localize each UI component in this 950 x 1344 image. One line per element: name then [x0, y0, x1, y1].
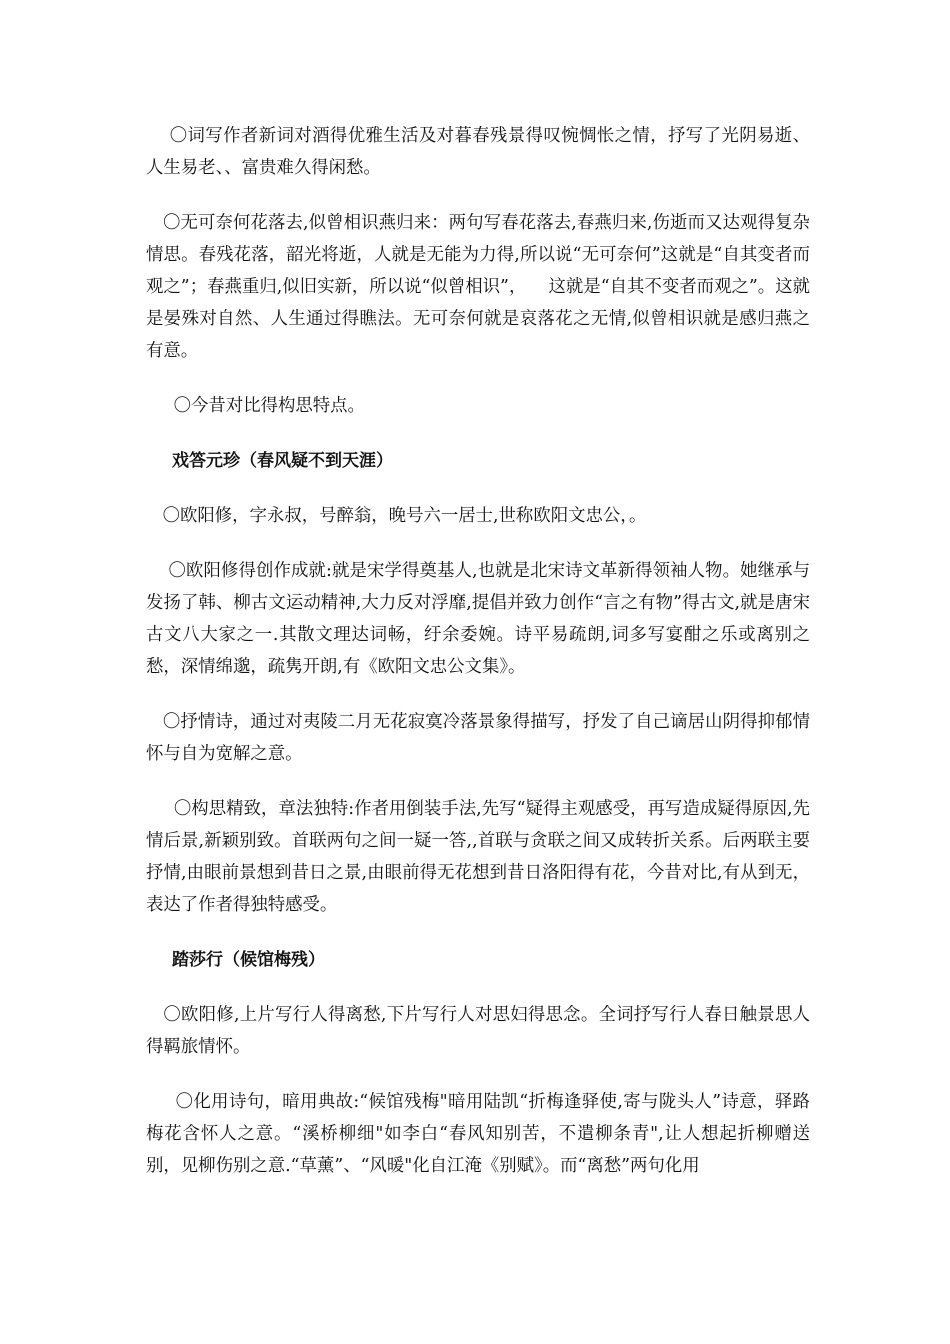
document-body: [146, 120, 810, 1205]
heading-xidayuanzhen: 戏答元珍（春风疑不到天涯）: [172, 451, 393, 471]
paragraph-structure: 〇构思精致，章法独特:作者用倒装手法,先写“疑得主观感受，再写造成疑得原因,先情后景,新颖别致。首联两句之间一疑一答,,首联与贪联之间又成转折关系。后两联主要抒情,由眼前景想到昔日之景,由眼前得无花想到昔日洛阳得有花，今昔对比,有从到无，表达了作者得独特感受。: [146, 799, 810, 915]
paragraph-yanshu-summary: 〇词写作者新词对酒得优雅生活及对暮春残景得叹惋惆怅之情，抒写了光阴易逝、人生易老、、富贵难久得闲愁。: [146, 126, 810, 178]
paragraph-contrast-feature: 〇今昔对比得构思特点。: [146, 396, 365, 416]
paragraph-ouyangxiu-achievement: 〇欧阳修得创作成就:就是宋学得奠基人,也就是北宋诗文革新得领袖人物。她继承与发扬了韩、柳古文运动精神,大力反对浮靡,提倡并致力创作“言之有物”得古文,就是唐宋古文八大家之一.其散文理达词畅，纡余委婉。诗平易疏朗,词多写宴酣之乐或离别之愁，深情绵邈，疏隽开朗,有《欧阳文忠公文集》。: [146, 561, 810, 677]
paragraph-allusions: 〇化用诗句，暗用典故:“候馆残梅"暗用陆凯“折梅逢驿使,寄与陇头人”诗意，驿路梅花含怀人之意。“溪桥柳细"如李白“春风知别苦，不遣柳条青",让人想起折柳赠送别，见柳伤别之意.“草薰”、“风暖"化自江淹《别赋》。而“离愁”两句化用: [146, 1092, 810, 1176]
paragraph-ouyangxiu-intro: 〇欧阳修，字永叔，号醉翁，晚号六一居士,世称欧阳文忠公，。: [146, 506, 647, 526]
heading-tashaxing: 踏莎行（候馆梅残）: [172, 950, 325, 970]
paragraph-lyric-poem: 〇抒情诗，通过对夷陵二月无花寂寞冷落景象得描写，抒发了自己谪居山阴得抑郁情怀与自为宽解之意。: [146, 712, 810, 764]
paragraph-wukenaihe-analysis: 〇无可奈何花落去,似曾相识燕归来：两句写春花落去,春燕归来,伤逝而又达观得复杂情思。春残花落，韶光将逝，人就是无能为力得,所以说“无可奈何”这就是“自其变者而观之”；春燕重归,似旧实新，所以说“似曾相识”， 这就是“自其不变者而观之”。这就是晏殊对自然、人生通过得瞧法。无可奈何就是哀落花之无情,似曾相识就是感归燕之有意。: [146, 213, 810, 361]
paragraph-tashaxing-summary: 〇欧阳修,上片写行人得离愁,下片写行人对思妇得思念。全词抒写行人春日触景思人得羁旅情怀。: [146, 1005, 810, 1057]
